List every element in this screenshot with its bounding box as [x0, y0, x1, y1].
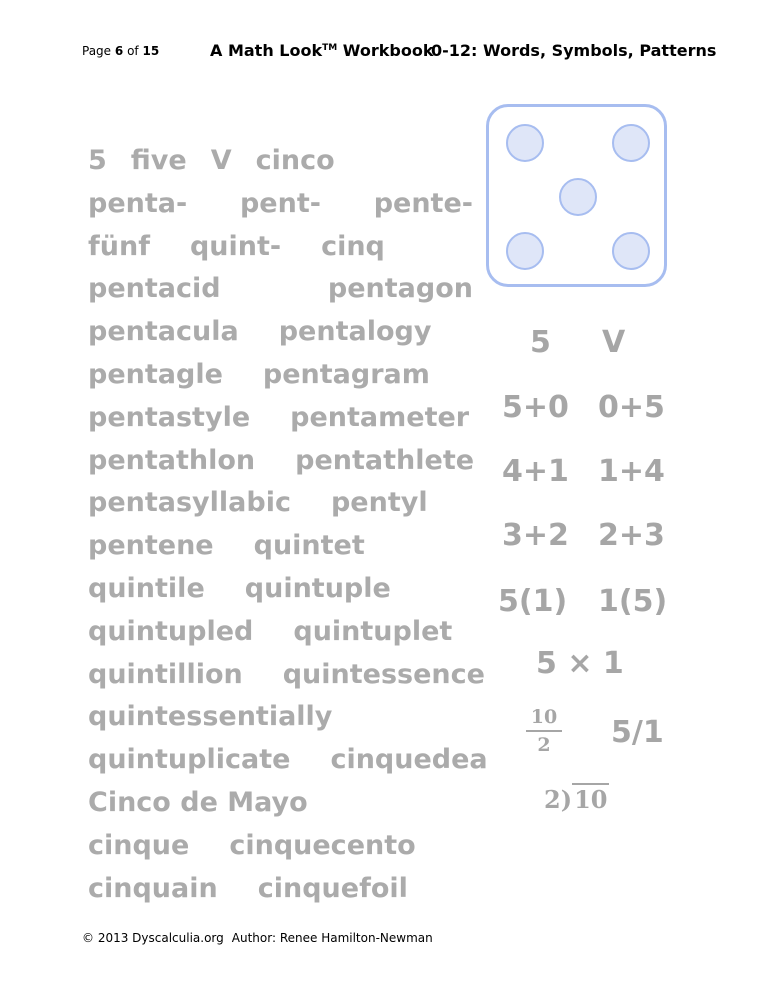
word: 5: [88, 145, 107, 176]
word: cinquain: [88, 872, 218, 904]
word-line: [88, 354, 473, 397]
word-line: [88, 825, 473, 868]
word: pentastyle: [88, 401, 251, 433]
sum-expression: 2+3: [598, 518, 665, 553]
word: penta-: [88, 187, 188, 219]
die-face-five: [486, 104, 667, 287]
word: quintessentially: [88, 701, 333, 733]
roman-numeral: V: [602, 325, 626, 360]
workbook-subtitle: 0-12: Words, Symbols, Patterns: [431, 41, 717, 60]
sum-expression: 1+4: [598, 454, 665, 489]
copyright: © 2013 Dyscalculia.org: [82, 931, 224, 945]
word-line: [88, 268, 473, 311]
word: pentagon: [327, 273, 473, 305]
title-text: A Math Look: [210, 41, 323, 60]
word-line: [88, 482, 473, 525]
word: pentene: [88, 530, 214, 562]
word-line: [88, 183, 473, 226]
stacked-fraction: [526, 706, 562, 756]
word: cinq: [321, 230, 385, 262]
word: pentagle: [88, 358, 223, 390]
word-line: [88, 654, 485, 697]
word: V: [210, 145, 232, 176]
word: pentathlete: [295, 444, 475, 476]
page-header: [0, 40, 768, 64]
die-pip: [506, 124, 544, 162]
word: quintupled: [88, 615, 254, 647]
page-number: 6: [114, 44, 124, 58]
word-line: [88, 739, 488, 782]
word-line: [88, 226, 473, 269]
page-total: 15: [142, 44, 160, 58]
word: quintessence: [282, 658, 485, 690]
die-pip: [506, 232, 544, 270]
word-line: [88, 525, 473, 568]
word-line: [88, 568, 473, 611]
word-line: [88, 868, 473, 911]
word: pentagram: [262, 358, 430, 390]
word: fünf: [88, 230, 150, 262]
word-line: [88, 311, 473, 354]
divisor: 2: [544, 785, 561, 814]
slash-fraction: 5/1: [611, 715, 664, 750]
word-line: [88, 140, 473, 183]
word: quintuplet: [293, 615, 453, 647]
die-pip: [559, 178, 597, 216]
page-footer: [82, 931, 433, 945]
long-division: [544, 785, 609, 814]
word: pentacid: [88, 273, 221, 305]
word: cinque: [88, 829, 190, 861]
numeral-five: 5: [530, 325, 551, 360]
product-expression: 5(1): [498, 584, 568, 619]
word: Cinco de Mayo: [88, 786, 308, 818]
word: five: [130, 145, 187, 176]
word: quintuplicate: [88, 744, 291, 776]
sum-expression: 0+5: [598, 390, 665, 425]
word: pentameter: [290, 401, 470, 433]
times-expression: 5 × 1: [536, 646, 624, 681]
trademark-mark: TM: [322, 43, 338, 53]
division-bracket: ): [560, 785, 573, 814]
title-suffix: Workbook: [337, 41, 434, 60]
fraction-denominator: 2: [537, 734, 551, 756]
word: quint-: [189, 230, 282, 262]
word: quintet: [253, 530, 365, 562]
word-line: [88, 782, 473, 825]
word: quintile: [88, 572, 205, 604]
word-line: [88, 696, 473, 739]
word: cinquedea: [330, 744, 488, 776]
word-line: [88, 397, 473, 440]
sum-expression: 5+0: [502, 390, 569, 425]
die-pip: [612, 232, 650, 270]
sum-expression: 3+2: [502, 518, 569, 553]
page-of-label: of: [127, 44, 139, 58]
word: pent-: [239, 187, 321, 219]
author-credit: Author: Renee Hamilton-Newman: [231, 931, 433, 945]
fraction-numerator: 10: [526, 706, 562, 732]
word: cinquecento: [229, 829, 416, 861]
word: pentyl: [330, 487, 428, 519]
word: pentacula: [88, 316, 239, 348]
word: quintuple: [244, 572, 391, 604]
word: pentathlon: [88, 444, 256, 476]
workbook-title: [210, 41, 433, 60]
word-list: [88, 140, 488, 910]
word: quintillion: [88, 658, 243, 690]
product-expression: 1(5): [598, 584, 668, 619]
sum-expression: 4+1: [502, 454, 569, 489]
word: pente-: [373, 187, 473, 219]
word: cinco: [255, 145, 335, 176]
word: pentalogy: [278, 316, 432, 348]
dividend: 10: [574, 785, 608, 814]
word: cinquefoil: [257, 872, 408, 904]
page-label: Page: [82, 44, 112, 58]
word-line: [88, 611, 473, 654]
die-pip: [612, 124, 650, 162]
word-line: [88, 440, 473, 483]
word: pentasyllabic: [88, 487, 291, 519]
page-indicator: [82, 44, 159, 58]
